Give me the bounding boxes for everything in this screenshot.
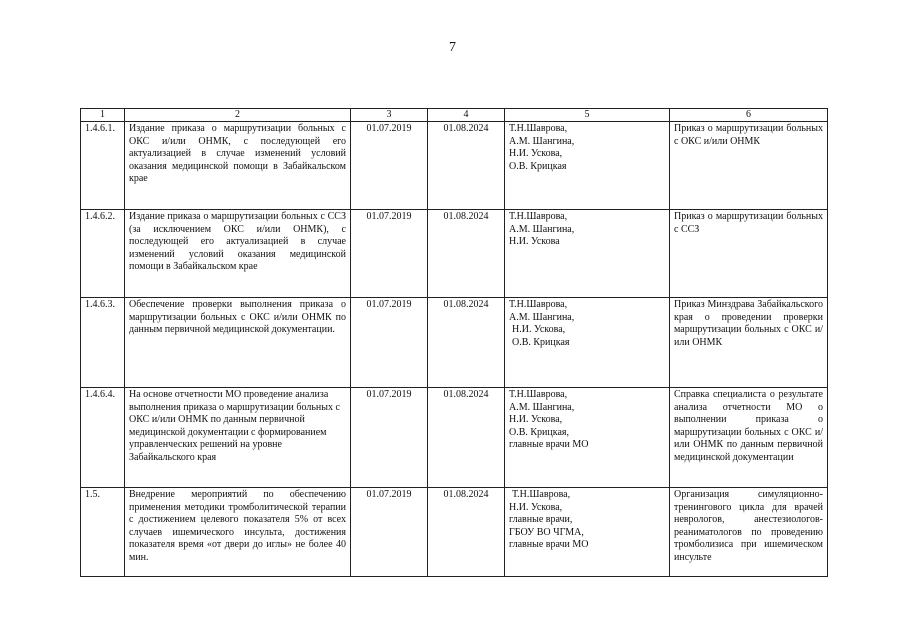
responsible-person: Т.Н.Шаврова, <box>509 389 568 400</box>
header-col-3: 3 <box>351 109 428 122</box>
table-row <box>81 298 828 388</box>
responsible-person: ГБОУ ВО ЧГМА, <box>509 526 584 538</box>
responsible-person: Н.И. Ускова, <box>512 324 566 336</box>
responsible-person: главные врачи МО <box>509 539 589 551</box>
end-date: 01.08.2024 <box>428 122 505 210</box>
start-date: 01.07.2019 <box>351 122 428 210</box>
expected-result: Приказ Минздрава Забайкальского края о проведении проверки маршрутизации больных с ОКС и/или ОНМК <box>670 298 828 388</box>
responsible-person: А.М. Шангина, <box>509 311 575 323</box>
responsible-person: Т.Н.Шаврова, <box>509 299 568 310</box>
table-header-row <box>81 109 828 122</box>
responsible-person: главные врачи МО <box>509 439 589 451</box>
responsible-person: Н.И. Ускова, <box>509 414 563 426</box>
expected-result: Организация симуляционно-тренингового цикла для врачей неврологов, анестезиологов-реаниматологов по проведению тромболизиса при ишемическом инсульте <box>670 488 828 577</box>
header-col-2: 2 <box>125 109 351 122</box>
end-date: 01.08.2024 <box>428 298 505 388</box>
expected-result: Справка специалиста о результате анализа отчетности МО о выполнении приказа о маршрутизации больных с ОКС и/или ОНМК по данным первичной медицинской документации <box>670 388 828 488</box>
page-number: 7 <box>449 40 456 55</box>
responsible-person: Н.И. Ускова, <box>509 148 563 160</box>
responsible-person: О.В. Крицкая, <box>509 426 570 438</box>
responsible-persons <box>505 388 670 488</box>
expected-result: Приказ о маршрутизации больных с ССЗ <box>670 210 828 298</box>
responsible-person: Т.Н.Шаврова, <box>509 123 568 134</box>
start-date: 01.07.2019 <box>351 488 428 577</box>
table-row <box>81 388 828 488</box>
responsible-person: А.М. Шангина, <box>509 401 575 413</box>
item-description: Обеспечение проверки выполнения приказа о маршрутизации больных с ОКС и/или ОНМК по данным первичной медицинской документации. <box>125 298 351 388</box>
header-col-4: 4 <box>428 109 505 122</box>
start-date: 01.07.2019 <box>351 210 428 298</box>
start-date: 01.07.2019 <box>351 298 428 388</box>
header-col-5: 5 <box>505 109 670 122</box>
responsible-persons <box>505 298 670 388</box>
responsible-person: Н.И. Ускова, <box>509 501 563 513</box>
responsible-person: Т.Н.Шаврова, <box>509 211 568 222</box>
item-description: Издание приказа о маршрутизации больных с ССЗ (за исключением ОКС и/или ОНМК), с последующей его актуализацией в случае изменений условий оказания медицинской помощи в Забайкальском крае <box>125 210 351 298</box>
responsible-person: Т.Н.Шаврова, <box>512 489 571 500</box>
responsible-person: Н.И. Ускова <box>509 236 560 248</box>
table-row <box>81 488 828 577</box>
expected-result: Приказ о маршрутизации больных с ОКС и/или ОНМК <box>670 122 828 210</box>
item-description: Внедрение мероприятий по обеспечению применения методики тромболитической терапии с достижением целевого показателя 5% от всех случаев ишемического инсульта, достижения показателя время «от двери до иглы» не более 40 мин. <box>125 488 351 577</box>
plan-table <box>80 108 828 577</box>
item-number: 1.4.6.4. <box>81 388 125 488</box>
end-date: 01.08.2024 <box>428 488 505 577</box>
table-row <box>81 122 828 210</box>
start-date: 01.07.2019 <box>351 388 428 488</box>
responsible-person: О.В. Крицкая <box>512 336 570 348</box>
responsible-persons <box>505 210 670 298</box>
responsible-person: А.М. Шангина, <box>509 135 575 147</box>
item-description: Издание приказа о маршрутизации больных с ОКС и/или ОНМК, с последующей его актуализацией в случае изменений условий оказания медицинской помощи в Забайкальском крае <box>125 122 351 210</box>
header-col-6: 6 <box>670 109 828 122</box>
responsible-persons <box>505 488 670 577</box>
item-number: 1.4.6.3. <box>81 298 125 388</box>
item-number: 1.5. <box>81 488 125 577</box>
item-number: 1.4.6.2. <box>81 210 125 298</box>
header-col-1: 1 <box>81 109 125 122</box>
end-date: 01.08.2024 <box>428 210 505 298</box>
table-row <box>81 210 828 298</box>
item-description: На основе отчетности МО проведение анализа выполнения приказа о маршрутизации больных с ОКС и/или ОНМК по данным первичной медицинской документации с формированием управленческих решений на уровне Забайкальского края <box>125 388 351 488</box>
item-number: 1.4.6.1. <box>81 122 125 210</box>
responsible-person: О.В. Крицкая <box>509 160 567 172</box>
responsible-person: главные врачи, <box>509 514 573 526</box>
responsible-person: А.М. Шангина, <box>509 223 575 235</box>
end-date: 01.08.2024 <box>428 388 505 488</box>
responsible-persons <box>505 122 670 210</box>
